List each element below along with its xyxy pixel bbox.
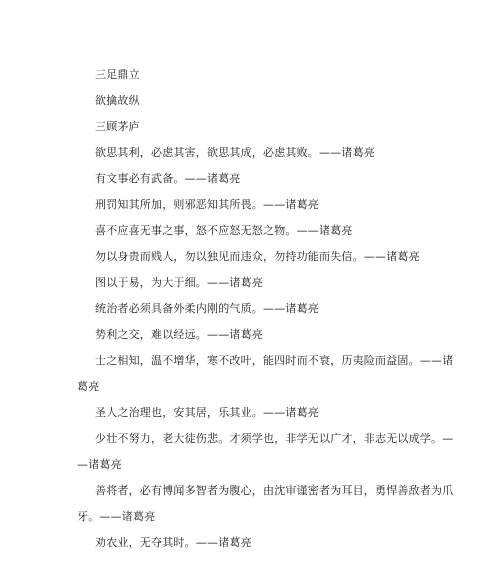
text-line-5: 有文事必有武备。——诸葛亮 — [95, 172, 241, 185]
text-line-15: 少壮不努力，老大徒伤悲。才须学也，非学无以广才，非志无以成学。— — [95, 432, 454, 445]
text-line-13: 葛亮 — [77, 380, 100, 393]
text-line-19: 劝农业，无夺其时。——诸葛亮 — [95, 536, 252, 549]
text-line-11: 势利之交，难以经远。——诸葛亮 — [95, 328, 263, 341]
text-line-8: 勿以身贵而贱人，勿以独见而违众，勿持功能而失信。——诸葛亮 — [95, 250, 420, 263]
text-line-3: 三顾茅庐 — [95, 120, 140, 133]
text-line-2: 欲擒故纵 — [95, 94, 140, 107]
text-line-10: 统治者必须具备外柔内刚的气质。——诸葛亮 — [95, 302, 319, 315]
text-line-4: 欲思其利，必虑其害，欲思其成，必虑其败。——诸葛亮 — [95, 146, 375, 159]
text-line-16: —诸葛亮 — [77, 458, 122, 471]
text-line-7: 喜不应喜无事之事，怒不应怒无怒之物。——诸葛亮 — [95, 224, 353, 237]
text-line-9: 图以于易，为大于细。——诸葛亮 — [95, 276, 263, 289]
text-line-17: 善将者，必有博闻多智者为腹心，由沈审谨密者为耳目，勇悍善敌者为爪 — [95, 484, 454, 497]
text-line-12: 士之相知，温不增华，寒不改叶，能四时而不衰，历夷险而益固。——诸 — [95, 354, 454, 367]
text-line-6: 刑罚知其所加，则邪恶知其所畏。——诸葛亮 — [95, 198, 319, 211]
text-line-1: 三足鼎立 — [95, 68, 140, 81]
text-line-18: 牙。——诸葛亮 — [77, 510, 156, 523]
text-line-14: 圣人之治理也，安其居，乐其业。——诸葛亮 — [95, 406, 319, 419]
